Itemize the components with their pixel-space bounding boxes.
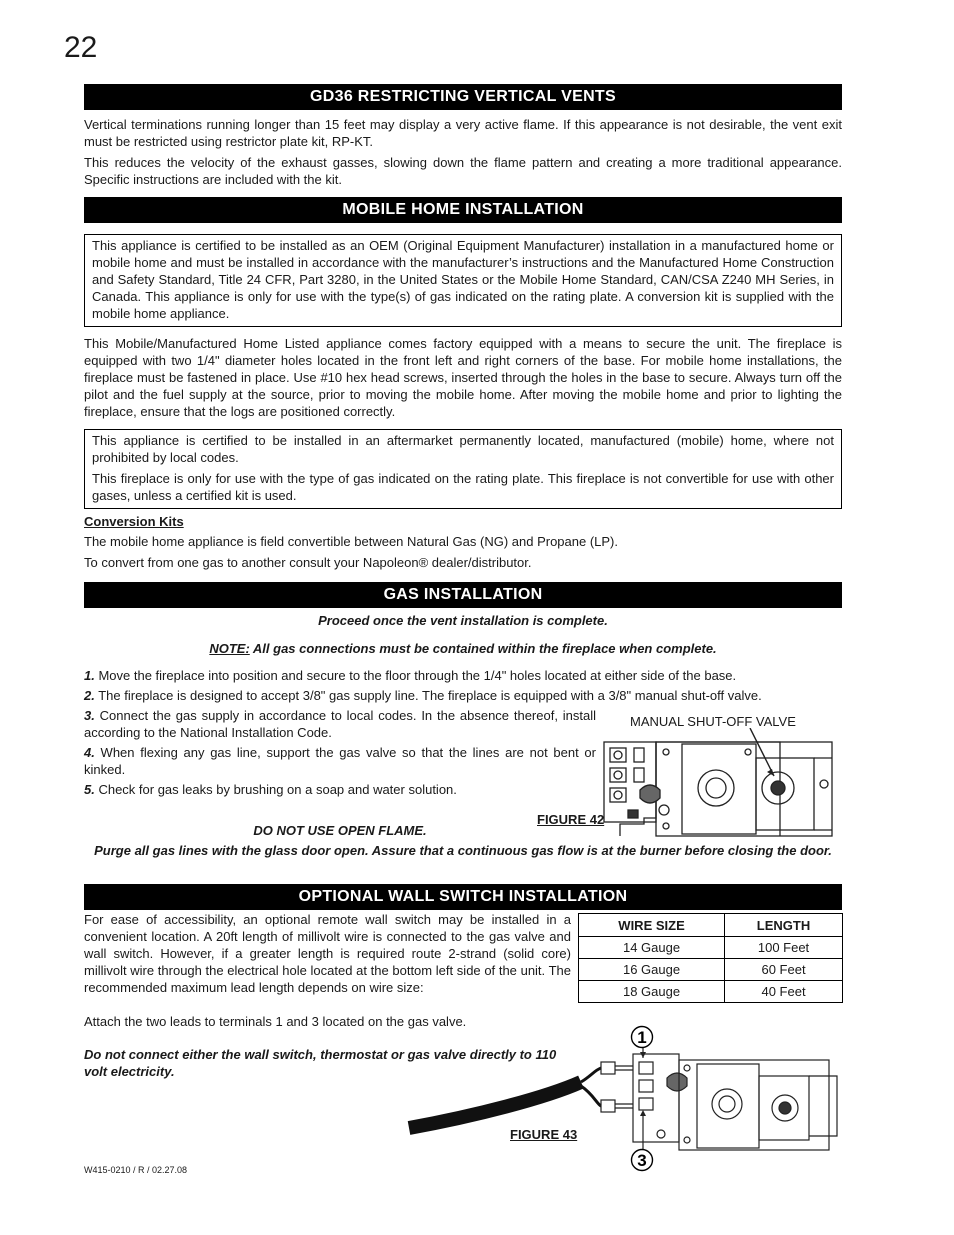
attach-leads-paragraph: Attach the two leads to terminals 1 and 3 located on the gas valve.: [84, 1014, 467, 1029]
aftermarket-text-2: This fireplace is only for use with the type of gas indicated on the rating plate. This fireplace is not convertible for use with other gases, unless a certified kit is used.: [92, 471, 834, 503]
step-3: [84, 707, 596, 741]
voltage-warning: Do not connect either the wall switch, thermostat or gas valve directly to 110 volt electricity.: [84, 1047, 557, 1079]
vents-paragraph-1: Vertical terminations running longer than 15 feet may display a very active flame. If this appearance is not desirable, the vent exit must be restricted using restrictor plate kit, RP-KT.: [84, 117, 842, 149]
section-title-gas-installation: GAS INSTALLATION: [84, 582, 842, 608]
figure-42-caption: MANUAL SHUT-OFF VALVE: [630, 714, 796, 729]
section-title-mobile-home: MOBILE HOME INSTALLATION: [84, 197, 842, 223]
table-row: [579, 981, 843, 1003]
step-5-text: Check for gas leaks by brushing on a soap and water solution.: [94, 782, 457, 797]
table-cell: 14 Gauge: [579, 937, 725, 959]
table-cell: 60 Feet: [725, 959, 843, 981]
note-label: NOTE:: [209, 641, 250, 656]
step-3-number: 3.: [84, 708, 95, 723]
figure-43-wiring-illustration: [405, 1024, 845, 1174]
step-4: [84, 744, 596, 778]
step-4-text: When flexing any gas line, support the gas valve so that the lines are not bent or kinked.: [84, 745, 596, 777]
table-header-wire-size: WIRE SIZE: [579, 914, 725, 937]
step-2-text: The fireplace is designed to accept 3/8" gas supply line. The fireplace is equipped with a 3/8" manual shut-off valve.: [94, 688, 762, 703]
page-number: 22: [64, 31, 98, 64]
vents-paragraph-2: This reduces the velocity of the exhaust gasses, slowing down the flame pattern and creating a more traditional appearance. Specific instructions are included with the kit.: [84, 155, 842, 187]
mobile-certification-box: [84, 234, 842, 327]
step-4-number: 4.: [84, 745, 95, 760]
proceed-note: Proceed once the vent installation is complete.: [318, 613, 608, 628]
section-title-wall-switch: OPTIONAL WALL SWITCH INSTALLATION: [84, 884, 842, 910]
table-row: [579, 959, 843, 981]
step-5: [84, 781, 596, 798]
terminal-3-marker: [630, 1148, 654, 1172]
terminal-1-marker: [630, 1025, 654, 1049]
aftermarket-box: [84, 429, 842, 509]
table-cell: 16 Gauge: [579, 959, 725, 981]
figure-43-label: FIGURE 43: [510, 1127, 578, 1142]
step-1: [84, 667, 842, 684]
conversion-paragraph-1: The mobile home appliance is field convertible between Natural Gas (NG) and Propane (LP).: [84, 534, 618, 549]
conversion-kits-heading: Conversion Kits: [84, 514, 184, 529]
conversion-paragraph-2: To convert from one gas to another consult your Napoleon® dealer/distributor.: [84, 555, 532, 570]
step-2: [84, 687, 842, 704]
table-header-length: LENGTH: [725, 914, 843, 937]
mobile-certification-text: This appliance is certified to be installed as an OEM (Original Equipment Manufacturer) installation in a manufactured home or mobile home and must be installed in accordance with the manufacturer’s instructions and the Manufactured Home Construction and Safety Standard, Title 24 CFR, Part 3280, in the United States or the Mobile Home Standard, CAN/CSA Z240 MH Series, in Canada. This appliance is only for use with the type(s) of gas indicated on the rating plate. A conversion kit is supplied with the mobile home appliance.: [92, 238, 834, 321]
step-5-number: 5.: [84, 782, 95, 797]
step-2-number: 2.: [84, 688, 95, 703]
table-cell: 100 Feet: [725, 937, 843, 959]
document-code-footer: W415-0210 / R / 02.27.08: [84, 1165, 188, 1175]
no-open-flame-warning: DO NOT USE OPEN FLAME.: [253, 823, 427, 838]
terminal-1-label: 1: [637, 1028, 647, 1047]
table-cell: 40 Feet: [725, 981, 843, 1003]
figure-42-label: FIGURE 42: [537, 812, 605, 827]
table-cell: 18 Gauge: [579, 981, 725, 1003]
section-title-vents: GD36 RESTRICTING VERTICAL VENTS: [84, 84, 842, 110]
mobile-paragraph: This Mobile/Manufactured Home Listed appliance comes factory equipped with a means to secure the unit. The fireplace is equipped with two 1/4" diameter holes located in the front left and right corners of the base. For mobile home installations, the fireplace must be fastened in place. Use #10 hex head screws, inserted through the holes in the base to secure. Always turn off the pilot and the fuel supply at the source, prior to moving the mobile home. After moving the mobile home and prior to lighting the fireplace, ensure that the logs are positioned correctly.: [84, 336, 842, 419]
note-text: All gas connections must be contained within the fireplace when complete.: [249, 641, 717, 656]
wire-size-table: [578, 913, 843, 1003]
purge-warning: Purge all gas lines with the glass door open. Assure that a continuous gas flow is at the burner before closing the door.: [94, 843, 832, 858]
figure-42-gas-valve-illustration: [598, 728, 842, 838]
terminal-3-label: 3: [637, 1151, 647, 1170]
table-row: [579, 937, 843, 959]
aftermarket-text-1: This appliance is certified to be installed in an aftermarket permanently located, manufactured (mobile) home, where not prohibited by local codes.: [92, 433, 834, 465]
step-3-text: Connect the gas supply in accordance to local codes. In the absence thereof, install according to the National Installation Code.: [84, 708, 596, 740]
step-1-number: 1.: [84, 668, 95, 683]
connection-note: [84, 640, 842, 657]
wall-switch-paragraph: For ease of accessibility, an optional remote wall switch may be installed in a convenient location. A 20ft length of millivolt wire is connected to the gas valve and wall switch. However, if a greater length is required route 2-strand (solid core) millivolt wire through the electrical hole located at the bottom left side of the unit. The recommended maximum lead length depends on wire size:: [84, 912, 571, 995]
table-header-row: [579, 914, 843, 937]
step-1-text: Move the fireplace into position and secure to the floor through the 1/4" holes located at either side of the base.: [94, 668, 737, 683]
